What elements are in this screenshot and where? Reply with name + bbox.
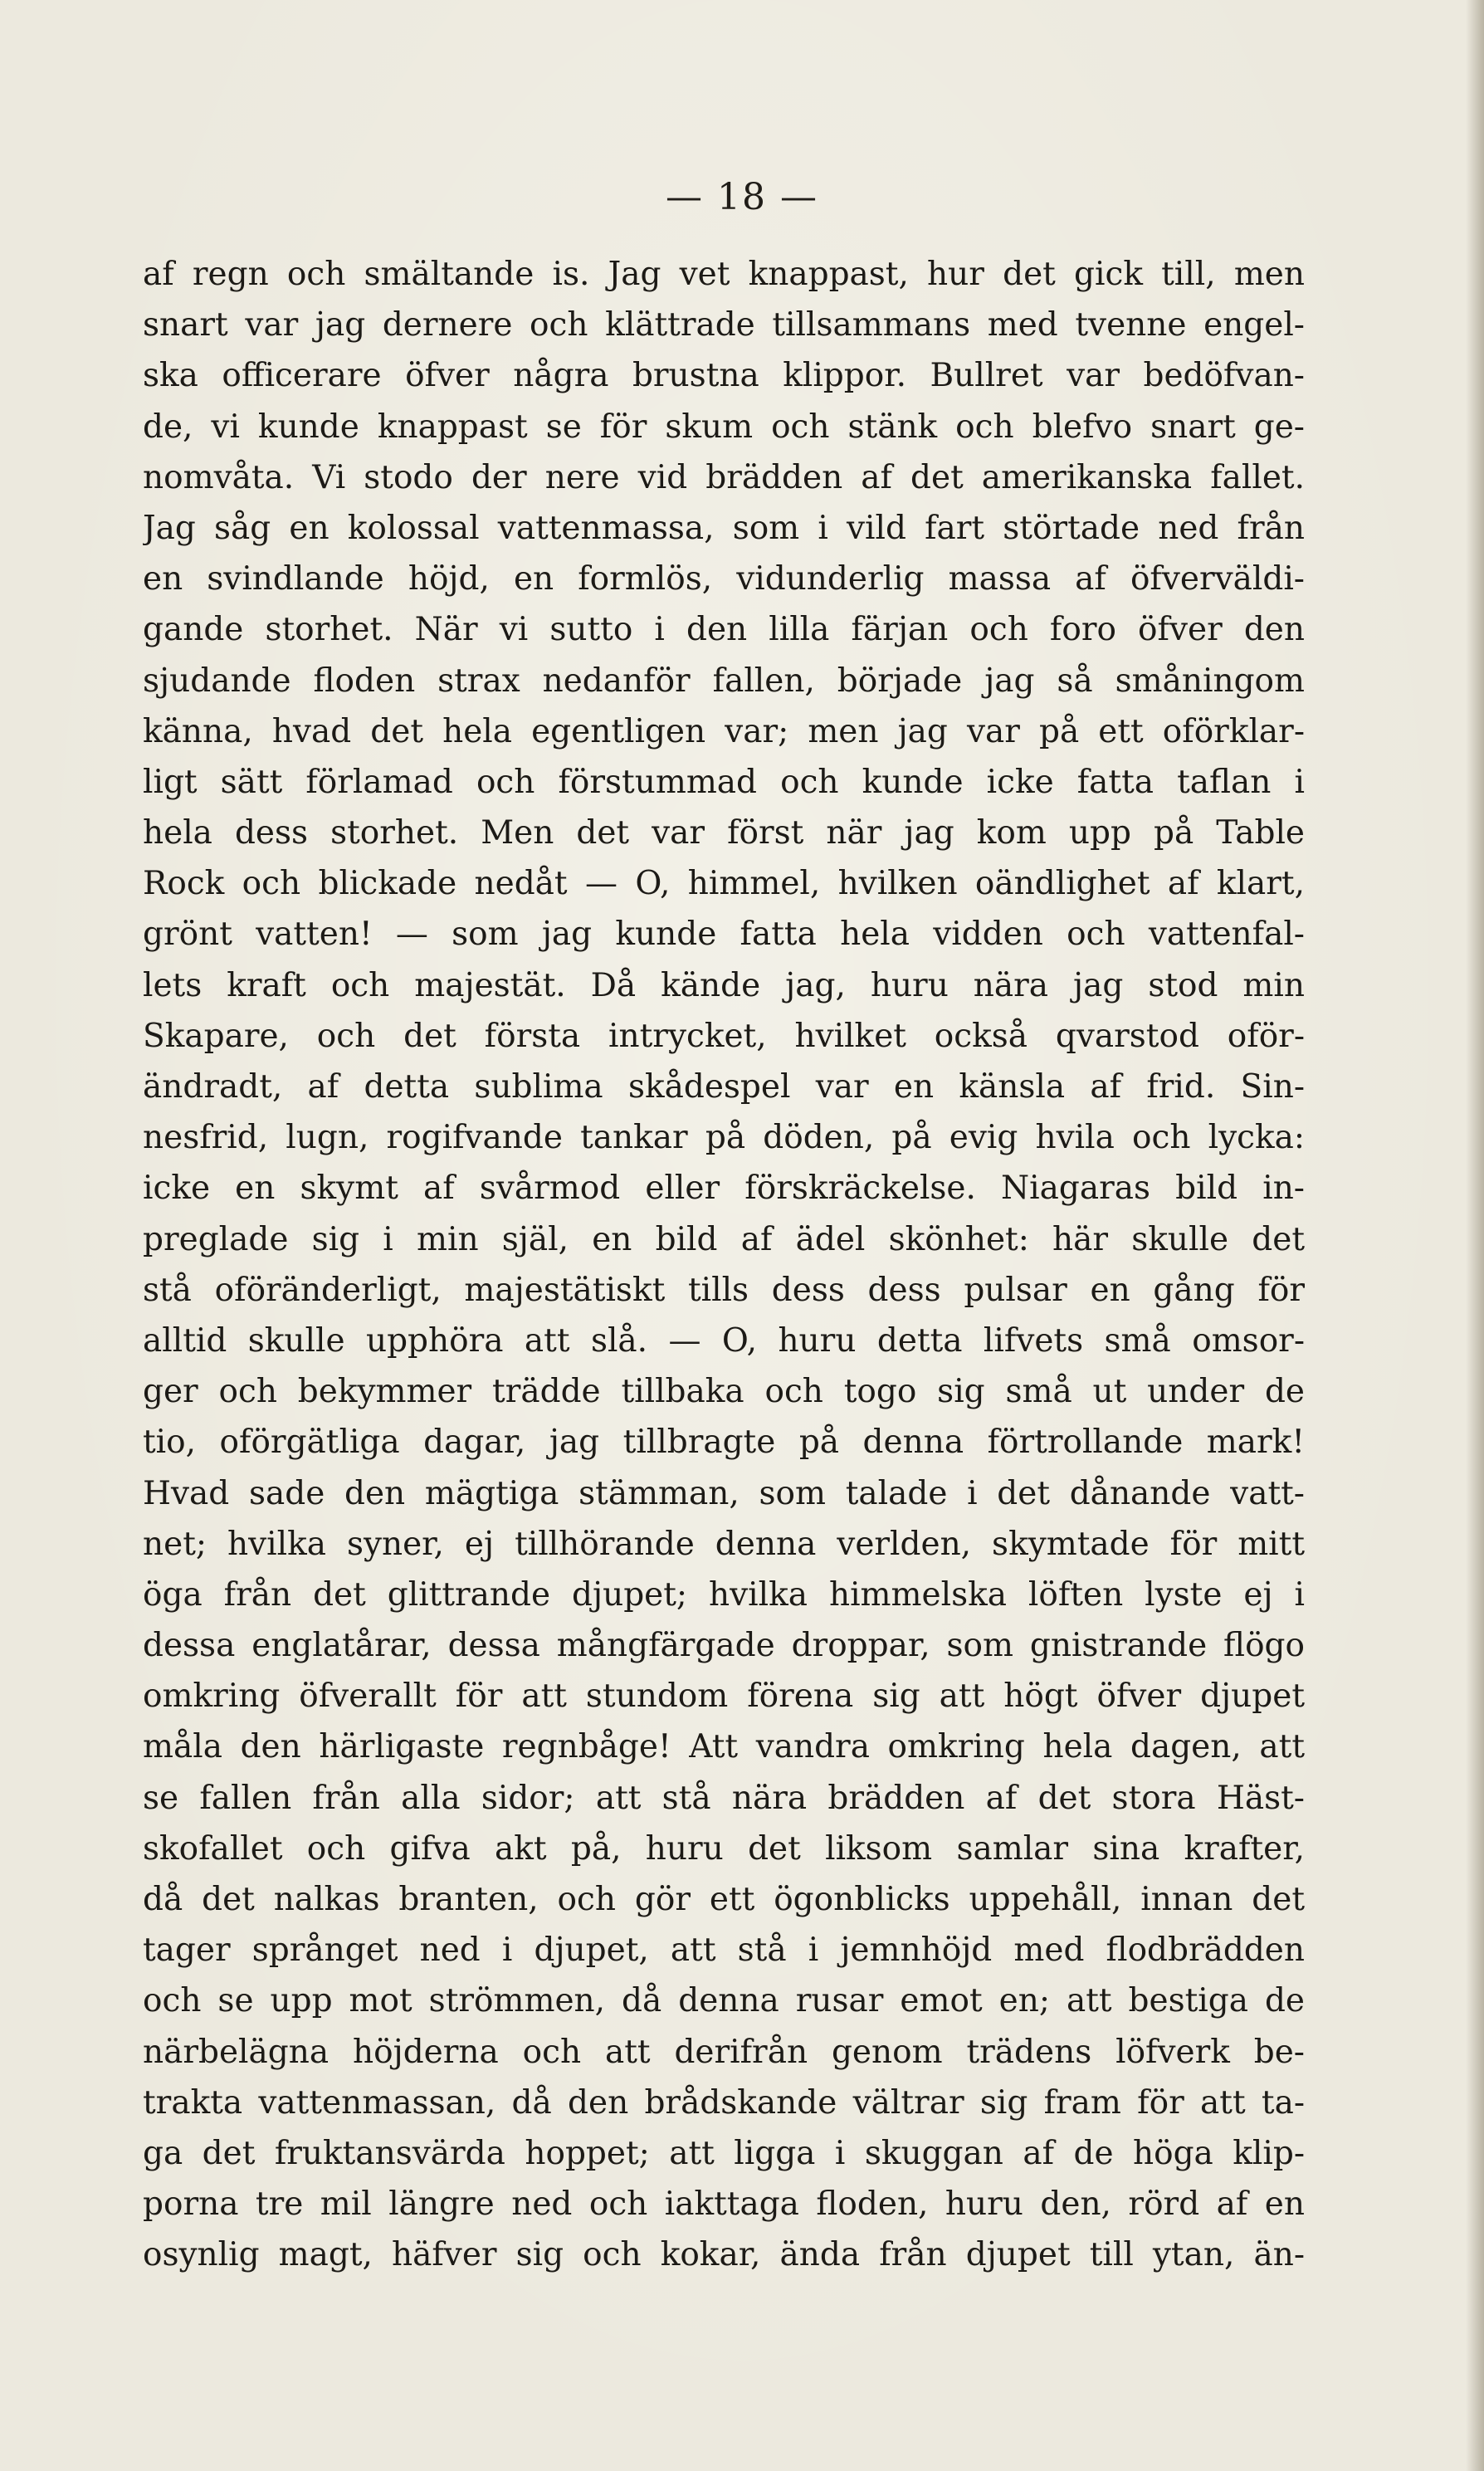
text-line: gande storhet. När vi sutto i den lilla färjan och foro öfver den	[143, 611, 1305, 649]
text-line: porna tre mil längre ned och iakttaga floden, huru den, rörd af en	[143, 2185, 1305, 2224]
text-line: ga det fruktansvärda hoppet; att ligga i skuggan af de höga klip-	[143, 2134, 1305, 2172]
text-line: sjudande floden strax nedanför fallen, började jag så småningom	[143, 662, 1305, 700]
text-line: Hvad sade den mägtiga stämman, som talade i det dånande vatt-	[143, 1474, 1305, 1512]
text-line: ändradt, af detta sublima skådespel var en känsla af frid. Sin-	[143, 1068, 1305, 1106]
text-line: skofallet och gifva akt på, huru det liksom samlar sina krafter,	[143, 1829, 1305, 1868]
text-line: omkring öfverallt för att stundom förena sig att högt öfver djupet	[143, 1677, 1305, 1716]
text-line: Rock och blickade nedåt — O, himmel, hvilken oändlighet af klart,	[143, 865, 1305, 903]
text-line: Jag såg en kolossal vattenmassa, som i vild fart störtade ned från	[143, 509, 1305, 547]
text-line: och se upp mot strömmen, då denna rusar emot en; att bestiga de	[143, 1982, 1305, 2020]
text-line: nesfrid, lugn, rogifvande tankar på döden, på evig hvila och lycka:	[143, 1119, 1305, 1157]
text-line: ska officerare öfver några brustna klippor. Bullret var bedöfvan-	[143, 357, 1305, 395]
text-line: tager språnget ned i djupet, att stå i jemnhöjd med flodbrädden	[143, 1931, 1305, 1970]
text-line: tio, oförgätliga dagar, jag tillbragte på denna förtrollande mark!	[143, 1424, 1305, 1462]
text-line: hela dess storhet. Men det var först när jag kom upp på Table	[143, 814, 1305, 852]
text-line: närbelägna höjderna och att derifrån genom trädens löfverk be-	[143, 2033, 1305, 2071]
text-line: osynlig magt, häfver sig och kokar, ända från djupet till ytan, än-	[143, 2236, 1305, 2274]
text-line: öga från det glittrande djupet; hvilka himmelska löften lyste ej i	[143, 1575, 1305, 1614]
text-line: trakta vattenmassan, då den brådskande vältrar sig fram för att ta-	[143, 2083, 1305, 2122]
text-line: net; hvilka syner, ej tillhörande denna verlden, skymtade för mitt	[143, 1525, 1305, 1563]
text-line: nomvåta. Vi stodo der nere vid brädden af det amerikanska fallet.	[143, 458, 1305, 496]
text-line: lets kraft och majestät. Då kände jag, huru nära jag stod min	[143, 966, 1305, 1004]
text-line: dessa englatårar, dessa mångfärgade droppar, som gnistrande flögo	[143, 1627, 1305, 1665]
text-line: en svindlande höjd, en formlös, vidunderlig massa af öfverväldi-	[143, 560, 1305, 598]
text-line: preglade sig i min själ, en bild af ädel skönhet: här skulle det	[143, 1220, 1305, 1258]
text-line: ger och bekymmer trädde tillbaka och togo sig små ut under de	[143, 1373, 1305, 1411]
text-line: icke en skymt af svårmod eller förskräckelse. Niagaras bild in-	[143, 1170, 1305, 1208]
text-line: Skapare, och det första intrycket, hvilket också qvarstod oför-	[143, 1017, 1305, 1055]
text-line: snart var jag dernere och klättrade tillsammans med tvenne engel-	[143, 306, 1305, 344]
text-line: alltid skulle upphöra att slå. — O, huru detta lifvets små omsor-	[143, 1321, 1305, 1360]
text-line: då det nalkas branten, och gör ett ögonblicks uppehåll, innan det	[143, 1881, 1305, 1918]
text-line: känna, hvad det hela egentligen var; men jag var på ett oförklar-	[143, 712, 1305, 750]
text-line: ligt sätt förlamad och förstummad och kunde icke fatta taflan i	[143, 763, 1305, 801]
text-line: grönt vatten! — som jag kunde fatta hela vidden och vattenfal-	[143, 916, 1305, 954]
text-line: stå oföränderligt, majestätiskt tills dess dess pulsar en gång för	[143, 1271, 1305, 1309]
text-line: af regn och smältande is. Jag vet knappast, hur det gick till, men	[143, 256, 1305, 293]
text-line: måla den härligaste regnbåge! Att vandra omkring hela dagen, att	[143, 1728, 1305, 1766]
text-line: de, vi kunde knappast se för skum och stänk och blefvo snart ge-	[143, 408, 1305, 446]
body-text	[143, 249, 1305, 2291]
text-line: se fallen från alla sidor; att stå nära brädden af det stora Häst-	[143, 1779, 1305, 1817]
page-number: — 18 —	[666, 176, 818, 218]
page-edge-shadow	[1466, 0, 1484, 2471]
